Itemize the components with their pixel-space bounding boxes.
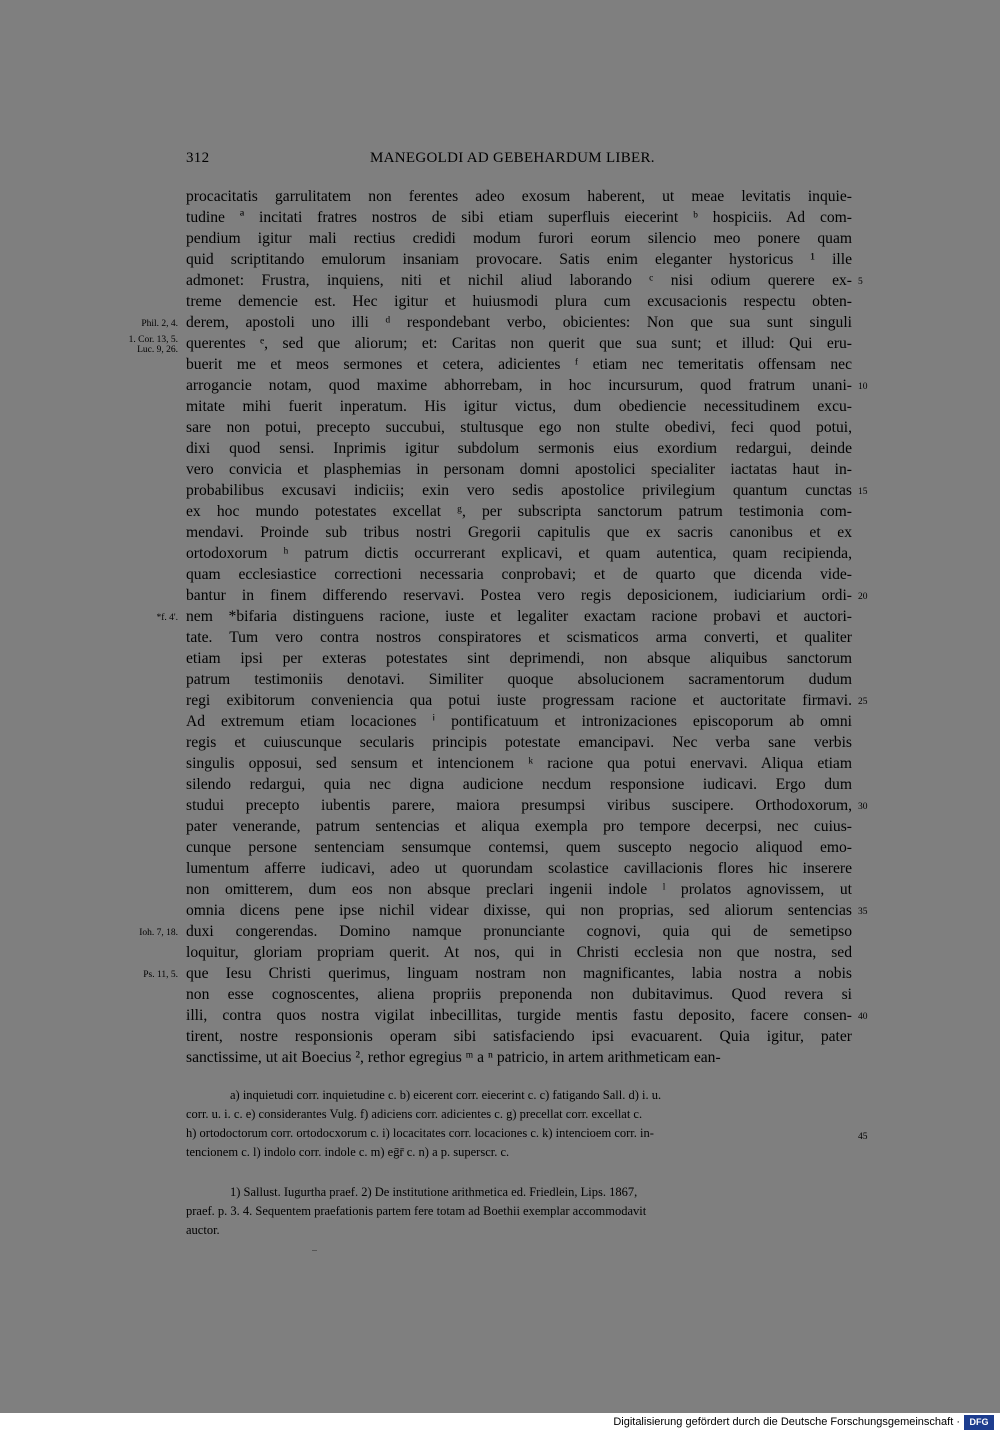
funding-credit: Digitalisierung gefördert durch die Deutsche Forschungsgemeinschaft · — [613, 1416, 960, 1428]
text-line: quam ecclesiastice correctioni necessaria conprobavi; et de quarto que dicenda vide- — [186, 566, 852, 583]
text-line: mitate mihi fuerit inperatum. His igitur victus, dum obediencie necessitudinem excu- — [186, 398, 852, 415]
line-number: 25 — [858, 697, 868, 707]
text-line: studui precepto iubentis parere, maiora presumpsi viribus suscipere. Orthodoxorum, — [186, 797, 852, 814]
text-line: cunque persone sentenciam sensumque contemsi, quem suscepto negocio aliquod emo- — [186, 839, 852, 856]
text-line: regi exibitorum conveniencia qua potui iuste progressam racione et auctoritate firmavi. — [186, 692, 852, 709]
text-line: buerit me et meos sermones et cetera, adicientes ᶠ etiam nec temeritatis offensam nec — [186, 356, 852, 373]
text-line: pendium igitur mali rectius credidi modum furori eorum silencio meo ponere quam — [186, 230, 852, 247]
text-line: quid scriptitando emulorum insaniam provocare. Satis enim eleganter hystoricus ¹ ille — [186, 251, 852, 268]
running-title: MANEGOLDI AD GEBEHARDUM LIBER. — [370, 150, 655, 166]
text-line: singulis opposui, sed sensum et intencionem ᵏ racione qua potui enervavi. Aliqua etiam — [186, 755, 852, 772]
line-number: 45 — [858, 1132, 868, 1142]
margin-ref: Ps. 11, 5. — [143, 970, 178, 980]
apparatus-line: corr. u. i. c. e) considerantes Vulg. f) adiciens corr. adicientes c. g) precellat corr. excellat c. — [186, 1107, 643, 1121]
text-line: treme demencie est. Hec igitur et huiusmodi plura cum excusacionis respectu obten- — [186, 293, 852, 310]
footnote-line: 1) Sallust. Iugurtha praef. 2) De institutione arithmetica ed. Friedlein, Lips. 1867, — [230, 1185, 638, 1199]
line-number: 35 — [858, 907, 868, 917]
text-line: loquitur, gloriam propriam querit. At nos, qui in Christi ecclesia non que nostra, sed — [186, 944, 852, 961]
text-line: ortodoxorum ʰ patrum dictis occurrerant explicavi, et quam autentica, quam recipienda, — [186, 545, 852, 562]
text-line: procacitatis garrulitatem non ferentes adeo exosum haberent, ut meae levitatis inquie- — [186, 188, 852, 205]
text-line: lumentum afferre iudicavi, adeo ut quorundam scolastice cavillacionis flores hic inserere — [186, 860, 852, 877]
page-number: 312 — [186, 150, 210, 166]
text-line: vero convicia et plasphemias in personam domni apostolici specialiter iactatas haut in- — [186, 461, 852, 478]
footnote-line: praef. p. 3. 4. Sequentem praefationis partem fere totam ad Boethii exemplar accommodavit — [186, 1204, 647, 1218]
line-number: 5 — [858, 277, 863, 287]
text-line: nem *bifaria distinguens racione, iuste et legaliter exactam racione probavi et auctori- — [186, 608, 852, 625]
text-line: mendavi. Proinde sub tribus nostri Gregorii capitulis que ex sacris canonibus et ex — [186, 524, 852, 541]
line-number: 20 — [858, 592, 868, 602]
text-line: querentes ᵉ, sed que aliorum; et: Caritas non querit que sua sunt; et illud: Qui eru- — [186, 335, 852, 352]
text-line: duxi congerendas. Domino namque pronunciante cognovi, quia qui de semetipso — [186, 923, 852, 940]
text-line: ex hoc mundo potestates excellat ᵍ, per subscripta sanctorum patrum testimonia com- — [186, 503, 852, 520]
text-line: derem, apostoli uno illi ᵈ respondebant verbo, obicientes: Non que sua sunt singuli — [186, 314, 852, 331]
margin-ref: 1. Cor. 13, 5. — [128, 335, 178, 345]
text-line: regis et cuiuscunque secularis principis potestate emancipavi. Nec verba sane verbis — [186, 734, 852, 751]
footnote-line: auctor. — [186, 1223, 220, 1237]
text-line: sanctissime, ut ait Boecius ², rethor egregius ᵐ a ⁿ patricio, in artem arithmeticam ean- — [186, 1049, 721, 1066]
text-line: non esse cognoscentes, aliena propriis preponenda non dubitavimus. Quod revera si — [186, 986, 852, 1003]
text-line: que Iesu Christi querimus, linguam nostram non magnificantes, labia nostra a nobis — [186, 965, 852, 982]
text-line: pater venerande, patrum sentencias et aliqua exempla pro tempore decerpsi, nec cuius- — [186, 818, 852, 835]
text-line: non omitterem, dum eos non absque preclari ingenii indole ˡ prolatos agnovissem, ut — [186, 881, 852, 898]
text-line: Ad extremum etiam locaciones ⁱ pontificatuum et intronizaciones episcoporum ab omni — [186, 713, 852, 730]
text-line: tate. Tum vero contra nostros conspiratores et scismaticos arma converti, et qualiter — [186, 629, 852, 646]
line-number: 40 — [858, 1012, 868, 1022]
margin-ref: *f. 4'. — [156, 613, 178, 623]
text-line: sare non potui, precepto succubui, stultusque ego non stulte obedivi, feci quod potui, — [186, 419, 852, 436]
text-line: admonet: Frustra, inquiens, niti et nichil aliud laborando ᶜ nisi odium querere ex- — [186, 272, 852, 289]
apparatus-line: h) ortodoctorum corr. ortodocxorum c. i) locacitates corr. locaciones c. k) intencioem corr. in- — [186, 1126, 654, 1140]
text-line: silendo redargui, quia nec digna audicione necdum responsione iudicavi. Ergo dum — [186, 776, 852, 793]
text-line: tudine ª incitati fratres nostros de sibi etiam superfluis eiecerint ᵇ hospiciis. Ad com- — [186, 209, 852, 226]
line-number: 15 — [858, 487, 868, 497]
dfg-logo: DFG — [964, 1415, 994, 1430]
text-line: patrum testimoniis denotavi. Similiter quoque absolucionem sacramentorum dudum — [186, 671, 852, 688]
apparatus-line: a) inquietudi corr. inquietudine c. b) eicerent corr. eiecerint c. c) fatigando Sall. d) i. u. — [230, 1088, 662, 1102]
text-line: etiam ipsi per exteras potestates sint deprimendi, non absque aliquibus sanctorum — [186, 650, 852, 667]
text-line: omnia dicens pene ipse nichil videar dixisse, qui non proprias, sed aliorum sentencias — [186, 902, 852, 919]
credit-footer — [0, 1413, 1000, 1434]
margin-ref: Phil. 2, 4. — [141, 319, 178, 329]
text-line: probabilibus excusavi indiciis; exin vero sedis apostolice privilegium quantum cunctas — [186, 482, 852, 499]
line-number: 10 — [858, 382, 868, 392]
scan-mark — [312, 1250, 317, 1251]
margin-ref: Ioh. 7, 18. — [139, 928, 178, 938]
text-line: dixi quod sensi. Inprimis igitur subdolum sermonis eius exordium redargui, deinde — [186, 440, 852, 457]
text-line: bantur in finem differendo reservavi. Postea vero regis deposicionem, iudiciarium ordi- — [186, 587, 852, 604]
margin-ref: Luc. 9, 26. — [137, 345, 178, 355]
apparatus-line: tencionem c. l) indolo corr. indole c. m) eḡr̄ c. n) a p. superscr. c. — [186, 1145, 510, 1159]
text-line: illi, contra quos nostra vigilat inbecillitas, turgide mentis fastu deposito, facere consen- — [186, 1007, 852, 1024]
text-line: tirent, nostre responsionis operam sibi satisfaciendo ipsi evacuarent. Quia igitur, pater — [186, 1028, 852, 1045]
text-line: arrogancie notam, quod maxime abhorrebam, in hoc incursurum, quod fratrum unani- — [186, 377, 852, 394]
line-number: 30 — [858, 802, 868, 812]
